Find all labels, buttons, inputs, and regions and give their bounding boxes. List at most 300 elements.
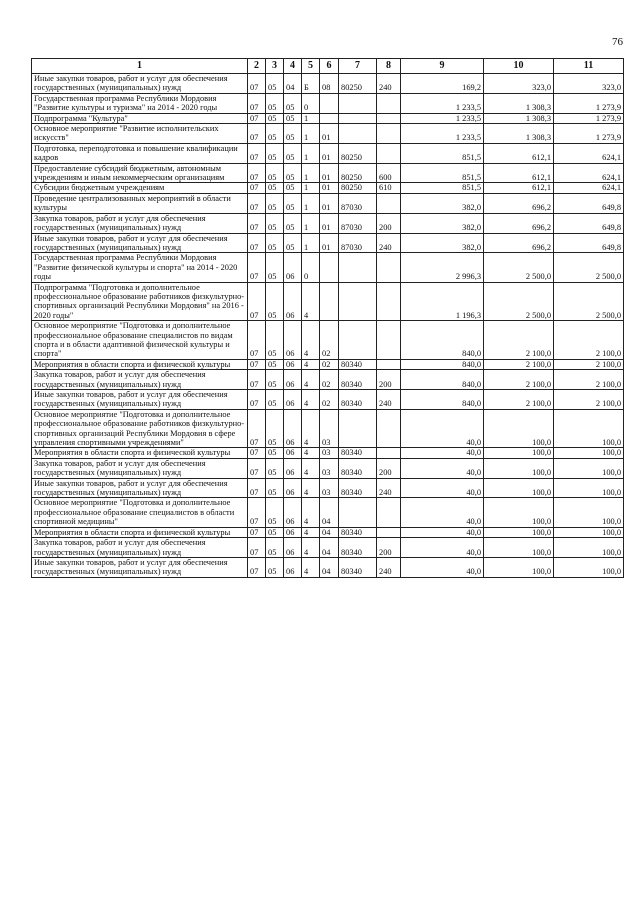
code-cell: 4 [302,498,320,527]
row-name: Мероприятия в области спорта и физической культуры [32,527,248,537]
code-cell: 05 [266,458,284,478]
code-cell: 05 [284,213,302,233]
table-row [32,183,624,193]
code-cell: 02 [320,321,339,360]
table-row [32,359,624,369]
table-row [32,370,624,390]
amount-cell: 1 308,3 [484,124,554,144]
code-cell: 4 [302,282,320,321]
row-name: Государственная программа Республики Мордовия "Развитие культуры и туризма" на 2014 - 2020 годы [32,93,248,113]
code-cell: 05 [266,183,284,193]
code-cell: 80340 [339,448,377,458]
code-cell: 01 [320,233,339,253]
code-cell [377,359,401,369]
row-name: Иные закупки товаров, работ и услуг для обеспечения государственных (муниципальных) нужд [32,390,248,410]
code-cell: 05 [266,448,284,458]
code-cell: 0 [302,253,320,282]
code-cell: 07 [248,359,266,369]
code-cell: 05 [266,498,284,527]
code-cell: 08 [320,74,339,94]
table-row [32,113,624,123]
code-cell [339,409,377,448]
amount-cell: 2 100,0 [484,370,554,390]
code-cell: 240 [377,478,401,498]
code-cell: 01 [320,193,339,213]
table-row [32,390,624,410]
code-cell [377,448,401,458]
code-cell: 05 [284,233,302,253]
code-cell: 4 [302,409,320,448]
amount-cell: 40,0 [401,448,484,458]
code-cell [339,93,377,113]
code-cell [377,282,401,321]
amount-cell: 100,0 [554,498,624,527]
code-cell: 4 [302,557,320,577]
code-cell: 1 [302,183,320,193]
amount-cell: 382,0 [401,193,484,213]
column-header: 11 [554,59,624,74]
row-name: Иные закупки товаров, работ и услуг для обеспечения государственных (муниципальных) нужд [32,478,248,498]
amount-cell: 840,0 [401,359,484,369]
amount-cell: 696,2 [484,213,554,233]
code-cell: 07 [248,538,266,558]
code-cell [377,527,401,537]
code-cell [377,113,401,123]
row-name: Мероприятия в области спорта и физической культуры [32,448,248,458]
amount-cell: 2 500,0 [554,282,624,321]
column-header: 9 [401,59,484,74]
column-header: 6 [320,59,339,74]
code-cell: 06 [284,458,302,478]
amount-cell: 1 273,9 [554,113,624,123]
code-cell [320,113,339,123]
code-cell: 07 [248,478,266,498]
amount-cell: 323,0 [484,74,554,94]
table-row [32,538,624,558]
row-name: Закупка товаров, работ и услуг для обеспечения государственных (муниципальных) нужд [32,370,248,390]
code-cell: 05 [284,143,302,163]
code-cell [377,143,401,163]
code-cell [377,321,401,360]
table-row [32,163,624,183]
code-cell: 01 [320,163,339,183]
table-row [32,498,624,527]
code-cell: 600 [377,163,401,183]
code-cell: 04 [320,498,339,527]
amount-cell: 100,0 [484,538,554,558]
code-cell: 06 [284,253,302,282]
code-cell: 01 [320,124,339,144]
amount-cell: 1 273,9 [554,93,624,113]
table-row [32,321,624,360]
code-cell: 05 [266,557,284,577]
code-cell [320,282,339,321]
amount-cell: 2 500,0 [484,253,554,282]
amount-cell: 40,0 [401,458,484,478]
amount-cell: 2 996,3 [401,253,484,282]
code-cell: 80250 [339,143,377,163]
column-header: 8 [377,59,401,74]
row-name: Закупка товаров, работ и услуг для обеспечения государственных (муниципальных) нужд [32,458,248,478]
code-cell [320,253,339,282]
amount-cell: 100,0 [554,527,624,537]
code-cell: 02 [320,390,339,410]
amount-cell: 612,1 [484,163,554,183]
code-cell: 05 [266,74,284,94]
amount-cell: 1 233,5 [401,124,484,144]
code-cell: 07 [248,124,266,144]
code-cell: 200 [377,538,401,558]
code-cell: 06 [284,557,302,577]
code-cell: 4 [302,321,320,360]
row-name: Подготовка, переподготовка и повышение квалификации кадров [32,143,248,163]
table-row [32,253,624,282]
code-cell: 05 [284,163,302,183]
column-header: 2 [248,59,266,74]
code-cell: 240 [377,557,401,577]
code-cell [377,498,401,527]
code-cell [377,93,401,113]
code-cell: 80340 [339,359,377,369]
code-cell: 1 [302,163,320,183]
code-cell: 07 [248,458,266,478]
code-cell: 1 [302,213,320,233]
amount-cell: 2 100,0 [554,390,624,410]
code-cell: 03 [320,458,339,478]
row-name: Основное мероприятие "Подготовка и дополнительное профессиональное образование специалистов в области спортивной медицины" [32,498,248,527]
amount-cell: 840,0 [401,390,484,410]
amount-cell: 624,1 [554,183,624,193]
amount-cell: 2 500,0 [554,253,624,282]
code-cell [339,498,377,527]
code-cell: 80250 [339,183,377,193]
row-name: Субсидии бюджетным учреждениям [32,183,248,193]
code-cell: 07 [248,143,266,163]
row-name: Мероприятия в области спорта и физической культуры [32,359,248,369]
code-cell: 05 [284,93,302,113]
code-cell: 05 [266,93,284,113]
table-row [32,124,624,144]
code-cell: 05 [266,163,284,183]
code-cell: 05 [266,538,284,558]
code-cell: 80340 [339,478,377,498]
code-cell: 06 [284,321,302,360]
amount-cell: 1 233,5 [401,93,484,113]
amount-cell: 2 500,0 [484,282,554,321]
code-cell: 07 [248,370,266,390]
code-cell: 610 [377,183,401,193]
code-cell: 05 [284,183,302,193]
code-cell: 05 [266,390,284,410]
code-cell [339,113,377,123]
code-cell: 06 [284,498,302,527]
amount-cell: 100,0 [554,557,624,577]
amount-cell: 100,0 [554,458,624,478]
page-number: 76 [612,36,623,48]
budget-table [31,58,624,578]
row-name: Предоставление субсидий бюджетным, автономным учреждениям и иным некоммерческим организациям [32,163,248,183]
code-cell: 06 [284,527,302,537]
code-cell: 05 [266,124,284,144]
table-row [32,409,624,448]
header-row [32,59,624,74]
code-cell: 07 [248,183,266,193]
code-cell: 07 [248,113,266,123]
code-cell: 80340 [339,527,377,537]
amount-cell: 624,1 [554,143,624,163]
amount-cell: 649,8 [554,213,624,233]
amount-cell: 40,0 [401,409,484,448]
amount-cell: 40,0 [401,527,484,537]
amount-cell: 2 100,0 [554,321,624,360]
code-cell [339,321,377,360]
code-cell: 87030 [339,213,377,233]
amount-cell: 2 100,0 [484,390,554,410]
code-cell: 06 [284,409,302,448]
amount-cell: 851,5 [401,163,484,183]
table-row [32,282,624,321]
code-cell: 1 [302,233,320,253]
code-cell: 06 [284,448,302,458]
column-header: 10 [484,59,554,74]
code-cell: 05 [266,478,284,498]
amount-cell: 100,0 [484,478,554,498]
amount-cell: 840,0 [401,370,484,390]
code-cell: 200 [377,213,401,233]
amount-cell: 100,0 [484,557,554,577]
code-cell: 0 [302,93,320,113]
row-name: Подпрограмма "Подготовка и дополнительное профессиональное образование работников физкультурно-спортивных организаций Республики Мордовия" на 2016 - 2020 годы" [32,282,248,321]
amount-cell: 100,0 [484,448,554,458]
code-cell: 80340 [339,370,377,390]
code-cell: 07 [248,390,266,410]
column-header: 1 [32,59,248,74]
column-header: 5 [302,59,320,74]
code-cell [339,124,377,144]
amount-cell: 1 308,3 [484,93,554,113]
code-cell: 05 [266,282,284,321]
row-name: Государственная программа Республики Мордовия "Развитие физической культуры и спорта" на 2014 - 2020 годы [32,253,248,282]
column-header: 3 [266,59,284,74]
code-cell: 05 [266,370,284,390]
code-cell: 4 [302,359,320,369]
amount-cell: 100,0 [554,409,624,448]
code-cell: 04 [284,74,302,94]
code-cell: 01 [320,213,339,233]
code-cell: 200 [377,458,401,478]
code-cell: 06 [284,390,302,410]
code-cell: 07 [248,527,266,537]
amount-cell: 1 196,3 [401,282,484,321]
code-cell: 200 [377,370,401,390]
table-row [32,557,624,577]
amount-cell: 100,0 [484,409,554,448]
code-cell: 4 [302,527,320,537]
amount-cell: 1 308,3 [484,113,554,123]
code-cell: 05 [284,193,302,213]
code-cell: 05 [266,253,284,282]
code-cell: 05 [266,321,284,360]
code-cell: 07 [248,557,266,577]
code-cell [339,282,377,321]
code-cell: 4 [302,478,320,498]
code-cell: 04 [320,538,339,558]
amount-cell: 612,1 [484,143,554,163]
amount-cell: 649,8 [554,193,624,213]
row-name: Проведение централизованных мероприятий в области культуры [32,193,248,213]
amount-cell: 2 100,0 [484,359,554,369]
amount-cell: 100,0 [484,458,554,478]
table-row [32,74,624,94]
amount-cell: 40,0 [401,478,484,498]
code-cell: 05 [266,143,284,163]
table-row [32,527,624,537]
code-cell: 4 [302,538,320,558]
table-row [32,458,624,478]
code-cell: 06 [284,538,302,558]
code-cell: 07 [248,409,266,448]
code-cell: 05 [266,113,284,123]
code-cell [339,253,377,282]
amount-cell: 851,5 [401,143,484,163]
code-cell: 07 [248,213,266,233]
code-cell: 07 [248,193,266,213]
amount-cell: 840,0 [401,321,484,360]
code-cell: 05 [266,213,284,233]
code-cell: 03 [320,448,339,458]
row-name: Иные закупки товаров, работ и услуг для обеспечения государственных (муниципальных) нужд [32,557,248,577]
row-name: Основное мероприятие "Развитие исполнительских искусств" [32,124,248,144]
amount-cell: 100,0 [554,538,624,558]
amount-cell: 100,0 [484,527,554,537]
amount-cell: 696,2 [484,193,554,213]
code-cell: 02 [320,359,339,369]
code-cell: 07 [248,498,266,527]
code-cell: 87030 [339,193,377,213]
code-cell [377,193,401,213]
code-cell: 05 [284,113,302,123]
amount-cell: 40,0 [401,557,484,577]
code-cell: 03 [320,409,339,448]
row-name: Иные закупки товаров, работ и услуг для обеспечения государственных (муниципальных) нужд [32,74,248,94]
code-cell: 05 [266,409,284,448]
code-cell: 06 [284,359,302,369]
table-row [32,193,624,213]
code-cell: 240 [377,390,401,410]
amount-cell: 851,5 [401,183,484,193]
amount-cell: 612,1 [484,183,554,193]
code-cell: 05 [266,359,284,369]
amount-cell: 2 100,0 [554,370,624,390]
code-cell: 80340 [339,390,377,410]
code-cell: 01 [320,143,339,163]
code-cell: 1 [302,124,320,144]
code-cell: 02 [320,370,339,390]
row-name: Основное мероприятие "Подготовка и дополнительное профессиональное образование специалистов по видам спорта и в области адаптивной физической культуры и спорта" [32,321,248,360]
code-cell: Б [302,74,320,94]
row-name: Закупка товаров, работ и услуг для обеспечения государственных (муниципальных) нужд [32,538,248,558]
code-cell: 07 [248,321,266,360]
amount-cell: 40,0 [401,498,484,527]
code-cell: 06 [284,282,302,321]
amount-cell: 624,1 [554,163,624,183]
code-cell: 05 [266,193,284,213]
code-cell [377,124,401,144]
code-cell: 06 [284,478,302,498]
code-cell: 4 [302,458,320,478]
amount-cell: 100,0 [554,448,624,458]
table-row [32,213,624,233]
amount-cell: 1 273,9 [554,124,624,144]
amount-cell: 2 100,0 [484,321,554,360]
row-name: Иные закупки товаров, работ и услуг для обеспечения государственных (муниципальных) нужд [32,233,248,253]
amount-cell: 40,0 [401,538,484,558]
code-cell: 05 [266,527,284,537]
code-cell: 06 [284,370,302,390]
amount-cell: 696,2 [484,233,554,253]
column-header: 4 [284,59,302,74]
table-row [32,448,624,458]
row-name: Закупка товаров, работ и услуг для обеспечения государственных (муниципальных) нужд [32,213,248,233]
amount-cell: 1 233,5 [401,113,484,123]
code-cell [320,93,339,113]
table-row [32,93,624,113]
code-cell: 80250 [339,74,377,94]
code-cell: 07 [248,93,266,113]
column-header: 7 [339,59,377,74]
code-cell: 240 [377,74,401,94]
code-cell: 07 [248,163,266,183]
row-name: Подпрограмма "Культура" [32,113,248,123]
code-cell: 07 [248,233,266,253]
code-cell: 03 [320,478,339,498]
code-cell: 4 [302,448,320,458]
code-cell: 87030 [339,233,377,253]
amount-cell: 649,8 [554,233,624,253]
code-cell: 01 [320,183,339,193]
code-cell: 4 [302,370,320,390]
amount-cell: 382,0 [401,233,484,253]
code-cell: 1 [302,113,320,123]
code-cell: 1 [302,143,320,163]
code-cell: 1 [302,193,320,213]
code-cell [377,253,401,282]
code-cell: 4 [302,390,320,410]
code-cell: 07 [248,448,266,458]
table-row [32,143,624,163]
code-cell: 05 [284,124,302,144]
code-cell: 80340 [339,538,377,558]
code-cell [377,409,401,448]
amount-cell: 169,2 [401,74,484,94]
amount-cell: 323,0 [554,74,624,94]
code-cell: 80340 [339,458,377,478]
code-cell: 07 [248,253,266,282]
code-cell: 80340 [339,557,377,577]
amount-cell: 382,0 [401,213,484,233]
code-cell: 04 [320,557,339,577]
table-row [32,233,624,253]
amount-cell: 100,0 [484,498,554,527]
row-name: Основное мероприятие "Подготовка и дополнительное профессиональное образование работников физкультурно-спортивных организаций Республики Мордовия в сфере управления спортивными учреждениями" [32,409,248,448]
code-cell: 05 [266,233,284,253]
code-cell: 07 [248,282,266,321]
amount-cell: 2 100,0 [554,359,624,369]
table-row [32,478,624,498]
code-cell: 80250 [339,163,377,183]
code-cell: 07 [248,74,266,94]
amount-cell: 100,0 [554,478,624,498]
